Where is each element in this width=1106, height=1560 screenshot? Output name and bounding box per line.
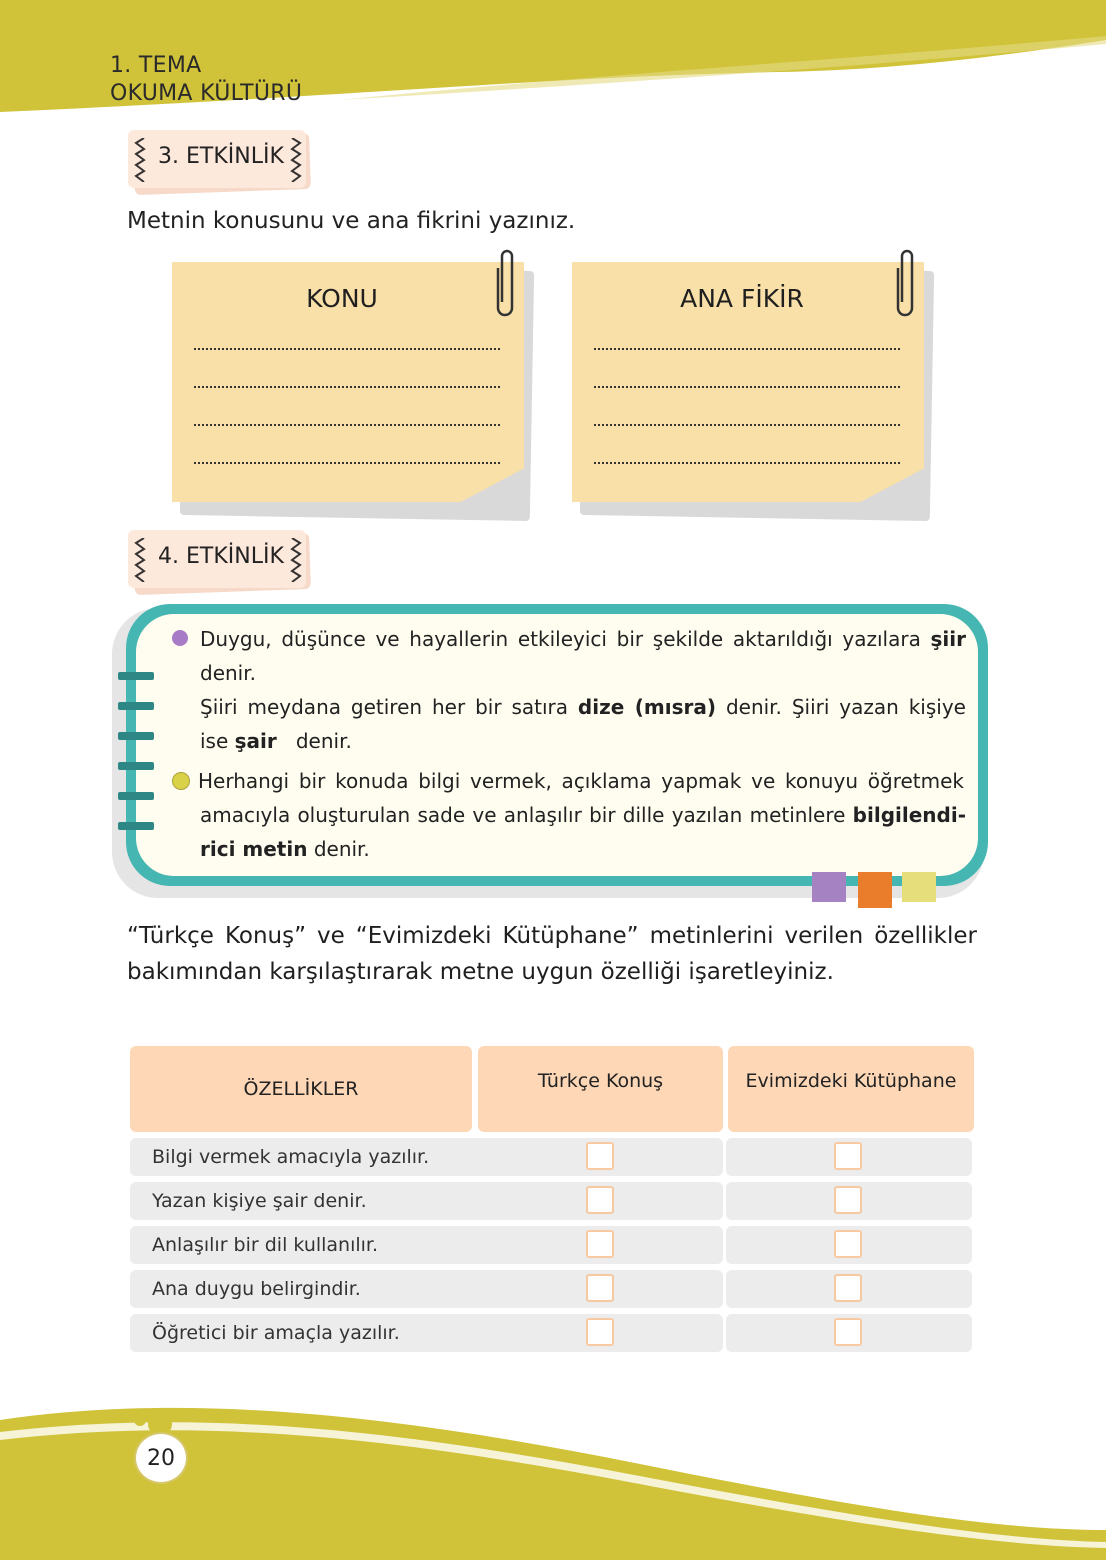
theme-number: 1. TEMA (110, 53, 202, 78)
answer-line[interactable] (594, 386, 900, 388)
info-line-1 (200, 622, 966, 656)
checkbox-row5-turkce-konus[interactable] (586, 1318, 614, 1346)
notebook-ring (118, 792, 154, 800)
note-konu (172, 262, 532, 517)
activity-3-label (128, 130, 308, 190)
activity-4-instruction: “Türkçe Konuş” ve “Evimizdeki Kütüphane” metinlerini verilen özellikler bakımından karşılaştırarak metne uygun özelliği işaretleyiniz. (127, 923, 977, 985)
table-header-evimizdeki-kutuphane: Evimizdeki Kütüphane (728, 1046, 974, 1132)
checkbox-row3-turkce-konus[interactable] (586, 1230, 614, 1258)
checkbox-row2-turkce-konus[interactable] (586, 1186, 614, 1214)
checkbox-row4-evimizdeki-kutuphane[interactable] (834, 1274, 862, 1302)
info-line-4 (200, 724, 966, 758)
info-text: ise (200, 729, 229, 753)
notebook-ring (118, 672, 154, 680)
tab-yellow (902, 872, 936, 902)
info-text: amacıyla oluşturulan sade ve anlaşılır bir dille yazılan metinlere (200, 803, 846, 827)
note-ana-fikir-title: ANA FİKİR (680, 284, 804, 313)
table-row-label: Bilgi vermek amacıyla yazılır. (130, 1138, 494, 1176)
answer-line[interactable] (194, 462, 500, 464)
tab-orange (858, 872, 892, 908)
table-header-ozellikler: ÖZELLİKLER (130, 1046, 472, 1132)
info-text: denir. (313, 837, 370, 861)
checkbox-row2-evimizdeki-kutuphane[interactable] (834, 1186, 862, 1214)
bullet-purple-icon (172, 630, 188, 646)
table-header-turkce-konus: Türkçe Konuş (478, 1046, 723, 1132)
info-line-6 (200, 798, 966, 832)
bullet-yellow-icon (172, 772, 190, 790)
zigzag-left-icon (134, 138, 148, 182)
info-text: Duygu, düşünce ve hayallerin etkileyici bir şekilde aktarıldığı yazılara (200, 627, 921, 651)
answer-line[interactable] (194, 386, 500, 388)
notebook-ring (118, 702, 154, 710)
info-text: Şiiri meydana getiren her bir satıra (200, 695, 568, 719)
answer-line[interactable] (594, 348, 900, 350)
term-sair: şair (234, 729, 277, 753)
checkbox-row1-turkce-konus[interactable] (586, 1142, 614, 1170)
activity-4-title: 4. ETKİNLİK (158, 544, 284, 569)
checkbox-row5-evimizdeki-kutuphane[interactable] (834, 1318, 862, 1346)
answer-line[interactable] (594, 424, 900, 426)
info-line-2: denir. (200, 661, 256, 685)
answer-line[interactable] (594, 462, 900, 464)
checkbox-row1-evimizdeki-kutuphane[interactable] (834, 1142, 862, 1170)
table-row-label: Öğretici bir amaçla yazılır. (130, 1314, 494, 1352)
answer-line[interactable] (194, 424, 500, 426)
table-row-label: Ana duygu belirgindir. (130, 1270, 494, 1308)
paperclip-icon (892, 248, 918, 320)
info-card (112, 600, 992, 898)
info-text: denir. (295, 729, 352, 753)
activity-3-instruction: Metnin konusunu ve ana fikrini yazınız. (127, 208, 576, 234)
checkbox-row4-turkce-konus[interactable] (586, 1274, 614, 1302)
notebook-ring (118, 822, 154, 830)
term-siir: şiir (930, 627, 966, 651)
theme-name: OKUMA KÜLTÜRÜ (110, 81, 303, 106)
theme-header (110, 52, 302, 108)
term-dize: dize (mısra) (577, 695, 717, 719)
info-line-5: Herhangi bir konuda bilgi vermek, açıklama yapmak ve konuyu öğretmek (198, 769, 964, 793)
zigzag-right-icon (288, 538, 302, 582)
note-ana-fikir (572, 262, 932, 517)
note-konu-title: KONU (306, 284, 378, 313)
term-bilgilendirici: bilgilendi- (852, 803, 967, 827)
checkbox-row3-evimizdeki-kutuphane[interactable] (834, 1230, 862, 1258)
table-row-label: Anlaşılır bir dil kullanılır. (130, 1226, 494, 1264)
table-row-label: Yazan kişiye şair denir. (130, 1182, 494, 1220)
page-number: 20 (134, 1432, 188, 1484)
info-line-7 (200, 832, 966, 866)
paperclip-icon (492, 248, 518, 320)
activity-4-label (128, 530, 308, 590)
notebook-ring (118, 762, 154, 770)
tab-purple (812, 872, 846, 902)
zigzag-right-icon (288, 138, 302, 182)
zigzag-left-icon (134, 538, 148, 582)
info-line-3 (200, 690, 966, 724)
notebook-ring (118, 732, 154, 740)
term-bilgilendirici-cont: rici metin (200, 837, 308, 861)
activity-3-title: 3. ETKİNLİK (158, 144, 284, 169)
answer-line[interactable] (194, 348, 500, 350)
info-text: denir. Şiiri yazan kişiye (725, 695, 966, 719)
